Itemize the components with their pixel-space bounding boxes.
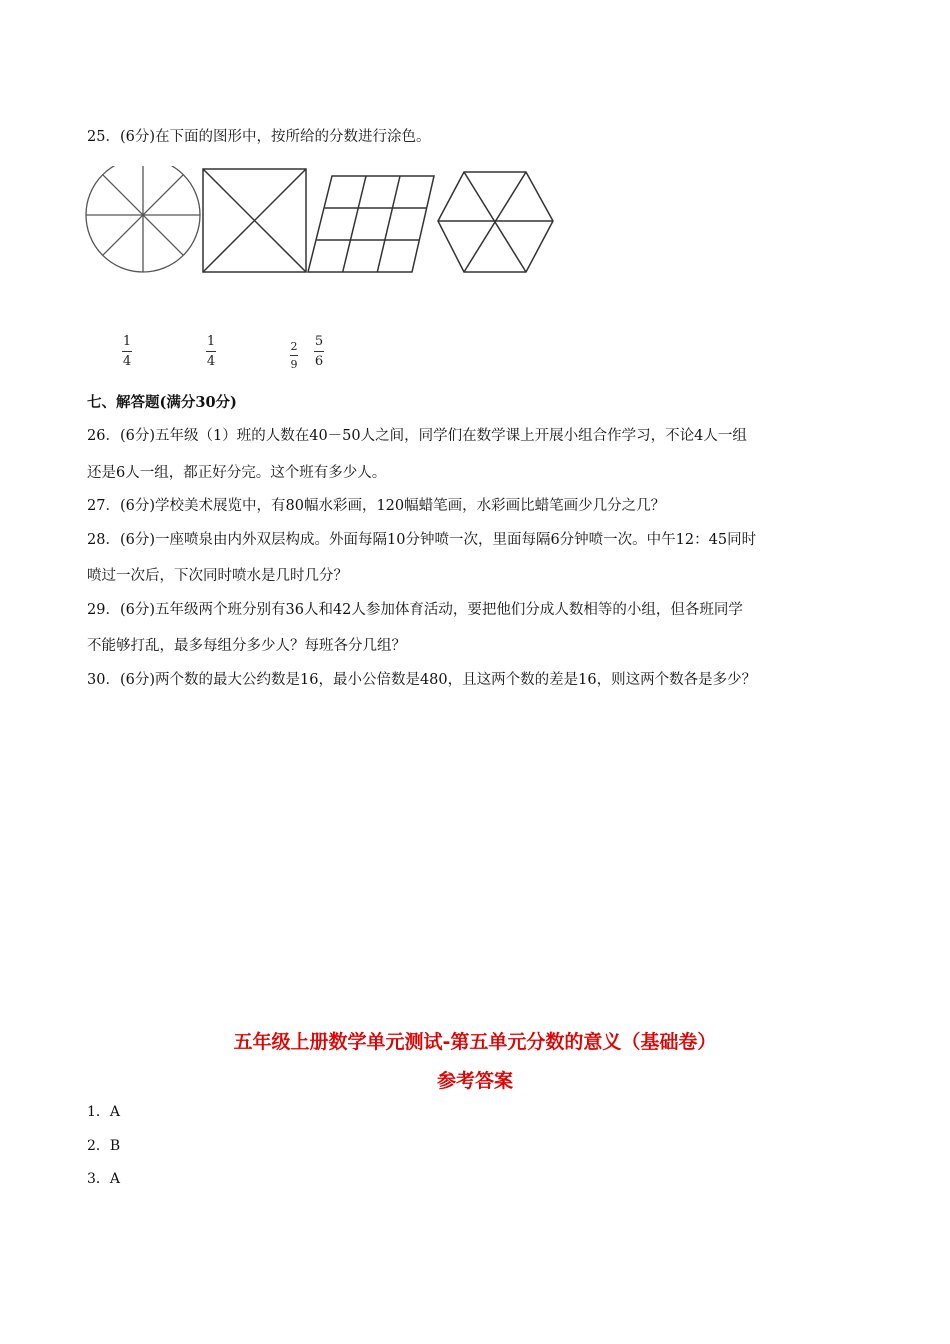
question-28-line2: 喷过一次后，下次同时喷水是几时几分？ [87,568,348,584]
fraction-denominator: 6 [314,354,324,369]
fraction-numerator: 1 [122,334,132,349]
shapes-svg [84,166,564,278]
answer-item: 3．A [87,1171,121,1187]
fraction-numerator: 5 [314,334,324,349]
square-4-parts [203,169,306,272]
fraction-3-parallelogram [290,340,298,371]
question-26-line2: 还是6人一组，都正好分完。这个班有多少人。 [87,465,387,481]
parallelogram-9-parts [308,176,434,272]
answer-title: 五年级上册数学单元测试-第五单元分数的意义（基础卷） [233,1031,717,1053]
question-29-line1: 29．(6分)五年级两个班分别有36人和42人参加体育活动，要把他们分成人数相等的小组，但各班同学 [87,602,743,618]
fraction-4-hexagon [314,334,324,369]
question-25: 25．(6分)在下面的图形中，按所给的分数进行涂色。 [87,129,431,145]
question-28-line1: 28．(6分)一座喷泉由内外双层构成。外面每隔10分钟喷一次，里面每隔6分钟喷一次。中午12：45同时 [87,532,757,548]
fraction-1-circle [122,334,132,369]
section-heading: 七、解答题(满分30分) [87,394,237,411]
fraction-denominator: 4 [206,354,216,369]
answer-item: 2．B [87,1138,121,1154]
fraction-numerator: 1 [206,334,216,349]
question-26-line1: 26．(6分)五年级（1）班的人数在40－50人之间，同学们在数学课上开展小组合作学习，不论4人一组 [87,428,747,444]
fraction-denominator: 4 [122,354,132,369]
fraction-bar [314,351,324,352]
answer-subtitle: 参考答案 [436,1070,513,1092]
circle-8-parts [86,166,200,272]
fraction-denominator: 9 [290,358,298,371]
fraction-bar [122,351,132,352]
fraction-numerator: 2 [290,340,298,353]
fraction-2-square [206,334,216,369]
hexagon-6-parts [438,172,553,272]
fraction-bar [206,351,216,352]
answer-item: 1．A [87,1104,121,1120]
fraction-bar [290,355,298,356]
question-30-line1: 30．(6分)两个数的最大公约数是16，最小公倍数是480，且这两个数的差是16，则这两个数各是多少？ [87,672,757,688]
question-27-line1: 27．(6分)学校美术展览中，有80幅水彩画，120幅蜡笔画，水彩画比蜡笔画少几分之几？ [87,498,666,514]
shape-figures [84,166,564,278]
question-29-line2: 不能够打乱，最多每组分多少人？每班各分几组？ [87,638,406,654]
